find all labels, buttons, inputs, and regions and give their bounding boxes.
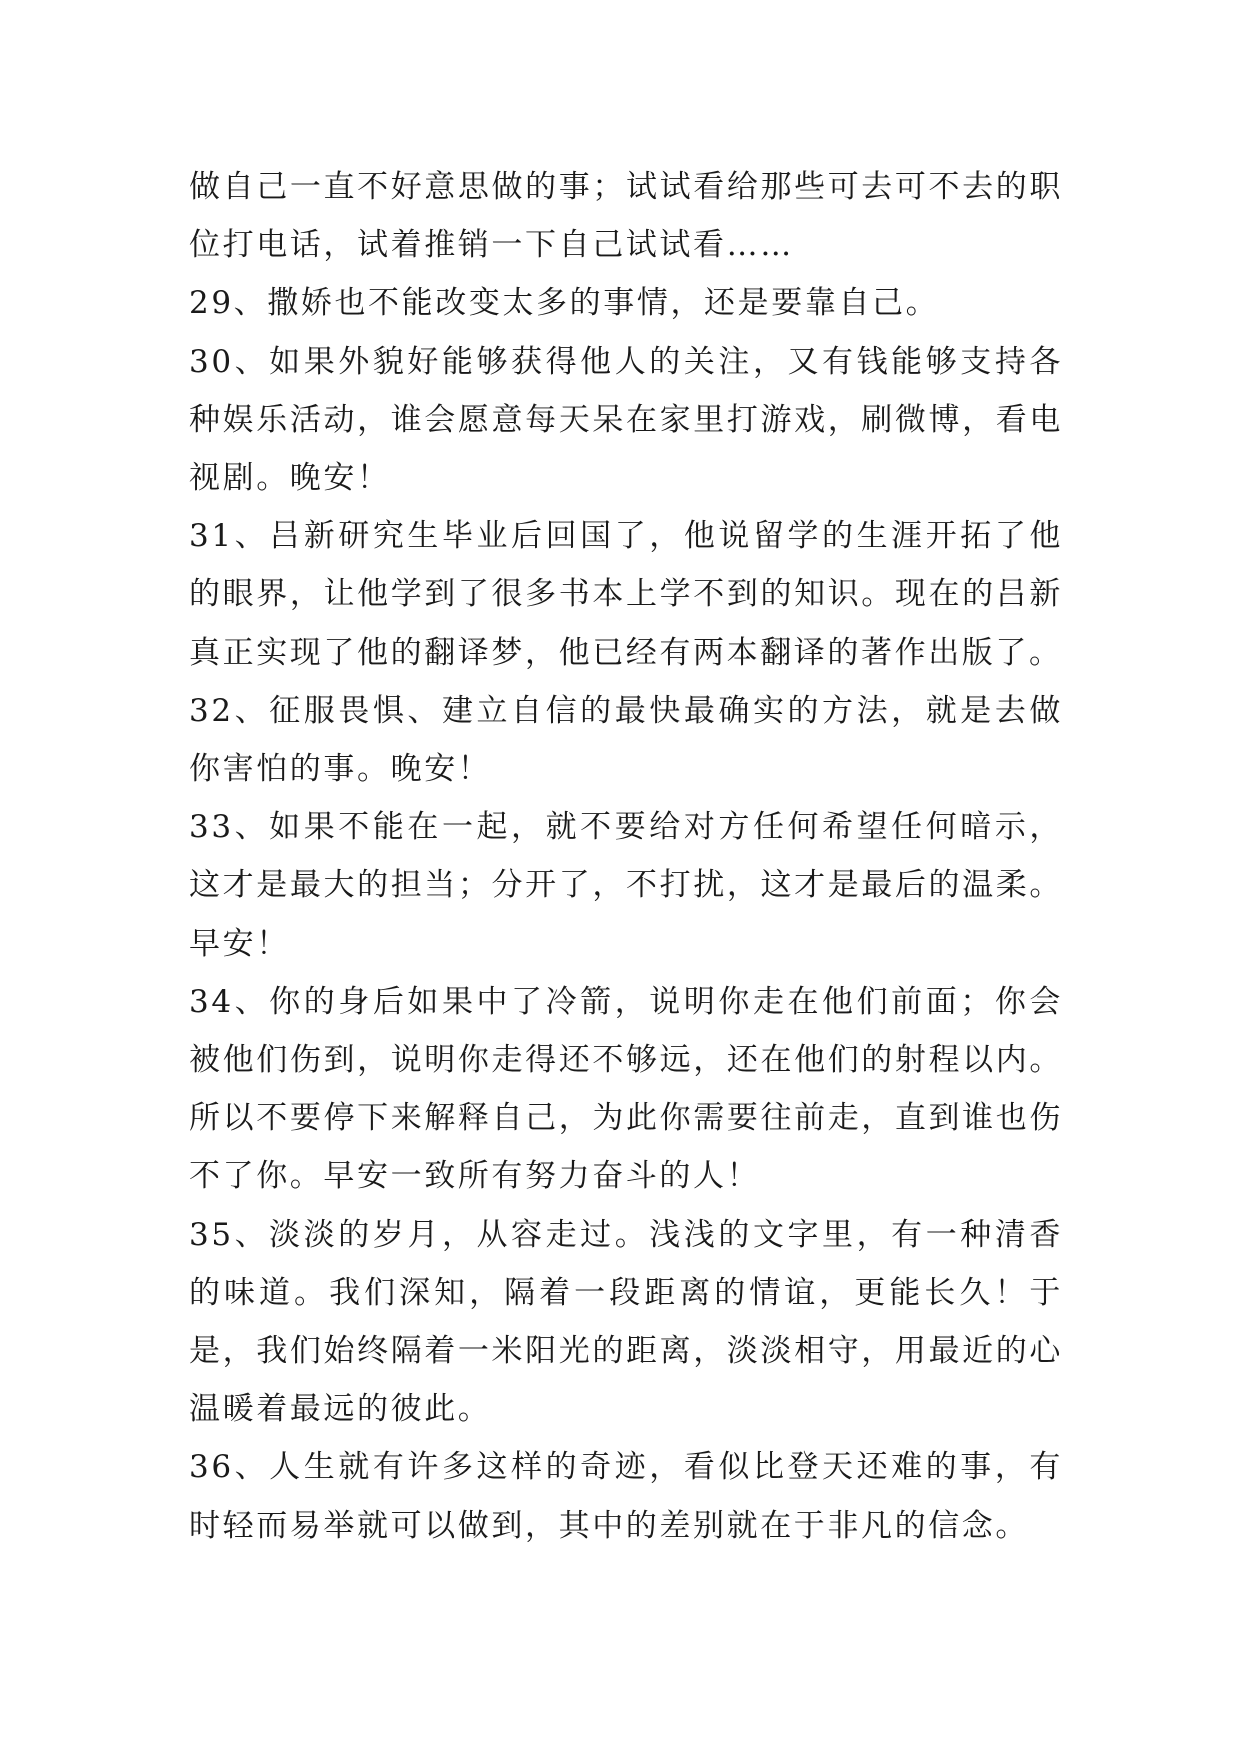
paragraph-35: 35、淡淡的岁月，从容走过。浅浅的文字里，有一种清香的味道。我们深知，隔着一段距离的情谊，更能长久！于是，我们始终隔着一米阳光的距离，淡淡相守，用最近的心温暖着最远的彼此。 xyxy=(189,1216,1063,1428)
paragraph-33: 33、如果不能在一起，就不要给对方任何希望任何暗示，这才是最大的担当；分开了，不打扰，这才是最后的温柔。早安！ xyxy=(189,809,1063,962)
paragraph-32: 32、征服畏惧、建立自信的最快最确实的方法，就是去做你害怕的事。晚安！ xyxy=(189,692,1063,788)
paragraph-30: 30、如果外貌好能够获得他人的关注，又有钱能够支持各种娱乐活动，谁会愿意每天呆在家里打游戏，刷微博，看电视剧。晚安！ xyxy=(189,343,1063,497)
paragraph-34: 34、你的身后如果中了冷箭，说明你走在他们前面；你会被他们伤到，说明你走得还不够远，还在他们的射程以内。所以不要停下来解释自己，为此你需要往前走，直到谁也伤不了你。早安一致所有努力奋斗的人！ xyxy=(189,983,1063,1195)
paragraph-29: 29、撒娇也不能改变太多的事情，还是要靠自己。 xyxy=(189,285,940,322)
document-body xyxy=(189,158,1063,1555)
paragraph-31: 31、吕新研究生毕业后回国了，他说留学的生涯开拓了他的眼界，让他学到了很多书本上学不到的知识。现在的吕新真正实现了他的翻译梦，他已经有两本翻译的著作出版了。 xyxy=(189,518,1063,671)
paragraph-36: 36、人生就有许多这样的奇迹，看似比登天还难的事，有时轻而易举就可以做到，其中的差别就在于非凡的信念。 xyxy=(189,1449,1063,1544)
paragraph-continuation: 做自己一直不好意思做的事；试试看给那些可去可不去的职位打电话，试着推销一下自己试试看…… xyxy=(189,169,1063,264)
